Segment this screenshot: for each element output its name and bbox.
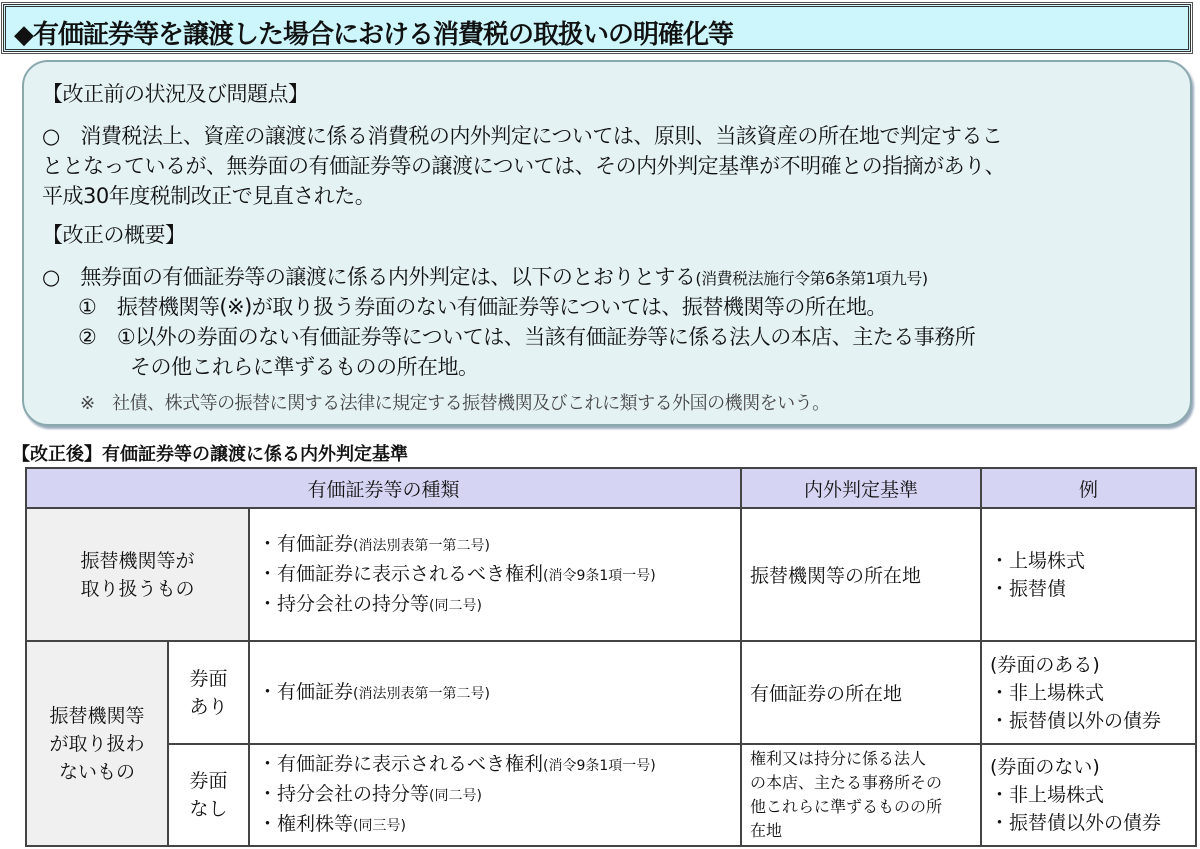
summary-main-text: ○ 無券面の有価証券等の譲渡に係る内外判定は、以下のとおりとする — [42, 265, 696, 289]
table-row — [26, 508, 1196, 641]
subcategory-line: 券面 — [189, 770, 228, 792]
category-line: ないもの — [58, 760, 135, 783]
summary-heading: 【改正の概要】 — [42, 223, 186, 247]
subcategory-cell — [168, 744, 249, 846]
page-title: ◆有価証券等を譲渡した場合における消費税の取扱いの明確化等 — [14, 20, 733, 50]
before-line-1: ○ 消費税法上、資産の譲渡に係る消費税の内外判定については、原則、当該資産の所在地で判定するこ — [42, 124, 1003, 148]
summary-item-2a: ② ①以外の券面のない有価証券等については、当該有価証券等に係る法人の本店、主たる事務所 — [78, 325, 976, 349]
type-item: ・持分会社の持分等(同二号) — [258, 592, 482, 615]
type-item: ・有価証券(消法別表第一第二号) — [258, 680, 490, 703]
before-line-3: 平成30年度税制改正で見直された。 — [42, 184, 376, 208]
criterion-cell: 有価証券の所在地 — [741, 641, 981, 744]
criterion-cell — [741, 744, 981, 846]
table-title: 【改正後】有価証券等の譲渡に係る内外判定基準 — [12, 444, 408, 465]
types-cell — [249, 744, 741, 846]
type-item: ・有価証券に表示されるべき権利(消令9条1項一号) — [258, 562, 656, 585]
table-row — [26, 744, 1196, 846]
type-item: ・有価証券(消法別表第一第二号) — [258, 532, 490, 555]
example-item: (券面のある) — [990, 653, 1100, 676]
type-item: ・有価証券に表示されるべき権利(消令9条1項一号) — [258, 753, 656, 775]
example-item: ・振替債以外の債券 — [990, 812, 1162, 834]
type-item: ・持分会社の持分等(同二号) — [258, 783, 482, 805]
subcategory-line: なし — [189, 798, 228, 820]
subcategory-cell — [168, 641, 249, 744]
example-item: (券面のない) — [990, 756, 1100, 778]
example-item: ・上場株式 — [990, 549, 1086, 572]
criterion-line: 在地 — [750, 821, 783, 840]
example-item: ・非上場株式 — [990, 784, 1105, 806]
summary-item-1: ① 振替機関等(※)が取り扱う券面のない有価証券等については、振替機関等の所在地。 — [78, 295, 887, 319]
title-bar — [3, 4, 1191, 52]
examples-cell — [981, 641, 1196, 744]
category-line: 振替機関等が — [80, 549, 195, 572]
examples-cell — [981, 744, 1196, 846]
example-item: ・振替債以外の債券 — [990, 709, 1162, 732]
table-header-row — [26, 468, 1196, 508]
before-heading: 【改正前の状況及び問題点】 — [42, 82, 309, 106]
summary-note: ※ 社債、株式等の振替に関する法律に規定する振替機関及びこれに類する外国の機関をいう。 — [80, 393, 830, 414]
criterion-cell: 振替機関等の所在地 — [741, 508, 981, 641]
category-line: 取り扱うもの — [80, 577, 195, 600]
before-line-2: ととなっているが、無券面の有価証券等の譲渡については、その内外判定基準が不明確との指摘があり、 — [42, 154, 1006, 178]
category-cell — [26, 641, 168, 846]
criterion-line: 権利又は持分に係る法人 — [750, 749, 927, 768]
summary-item-2b: その他これらに準ずるものの所在地。 — [130, 355, 479, 379]
summary-main — [42, 261, 928, 291]
types-cell — [249, 641, 741, 744]
criteria-table — [25, 467, 1197, 847]
criterion-line: 他これらに準ずるものの所 — [750, 797, 943, 816]
header-criterion: 内外判定基準 — [741, 468, 981, 508]
subcategory-line: 券面 — [189, 667, 228, 690]
examples-cell — [981, 508, 1196, 641]
category-cell — [26, 508, 249, 641]
header-examples: 例 — [981, 468, 1196, 508]
type-item: ・権利株等(同三号) — [258, 813, 406, 835]
header-types: 有価証券等の種類 — [26, 468, 741, 508]
summary-main-ref: (消費税法施行令第6条第1項九号) — [695, 269, 928, 288]
example-item: ・振替債 — [990, 577, 1067, 600]
table-row — [26, 641, 1196, 744]
example-item: ・非上場株式 — [990, 681, 1105, 704]
category-line: が取り扱わ — [49, 732, 145, 755]
category-line: 振替機関等 — [49, 704, 145, 727]
subcategory-line: あり — [189, 695, 228, 718]
types-cell — [249, 508, 741, 641]
criterion-line: の本店、主たる事務所その — [750, 773, 943, 792]
